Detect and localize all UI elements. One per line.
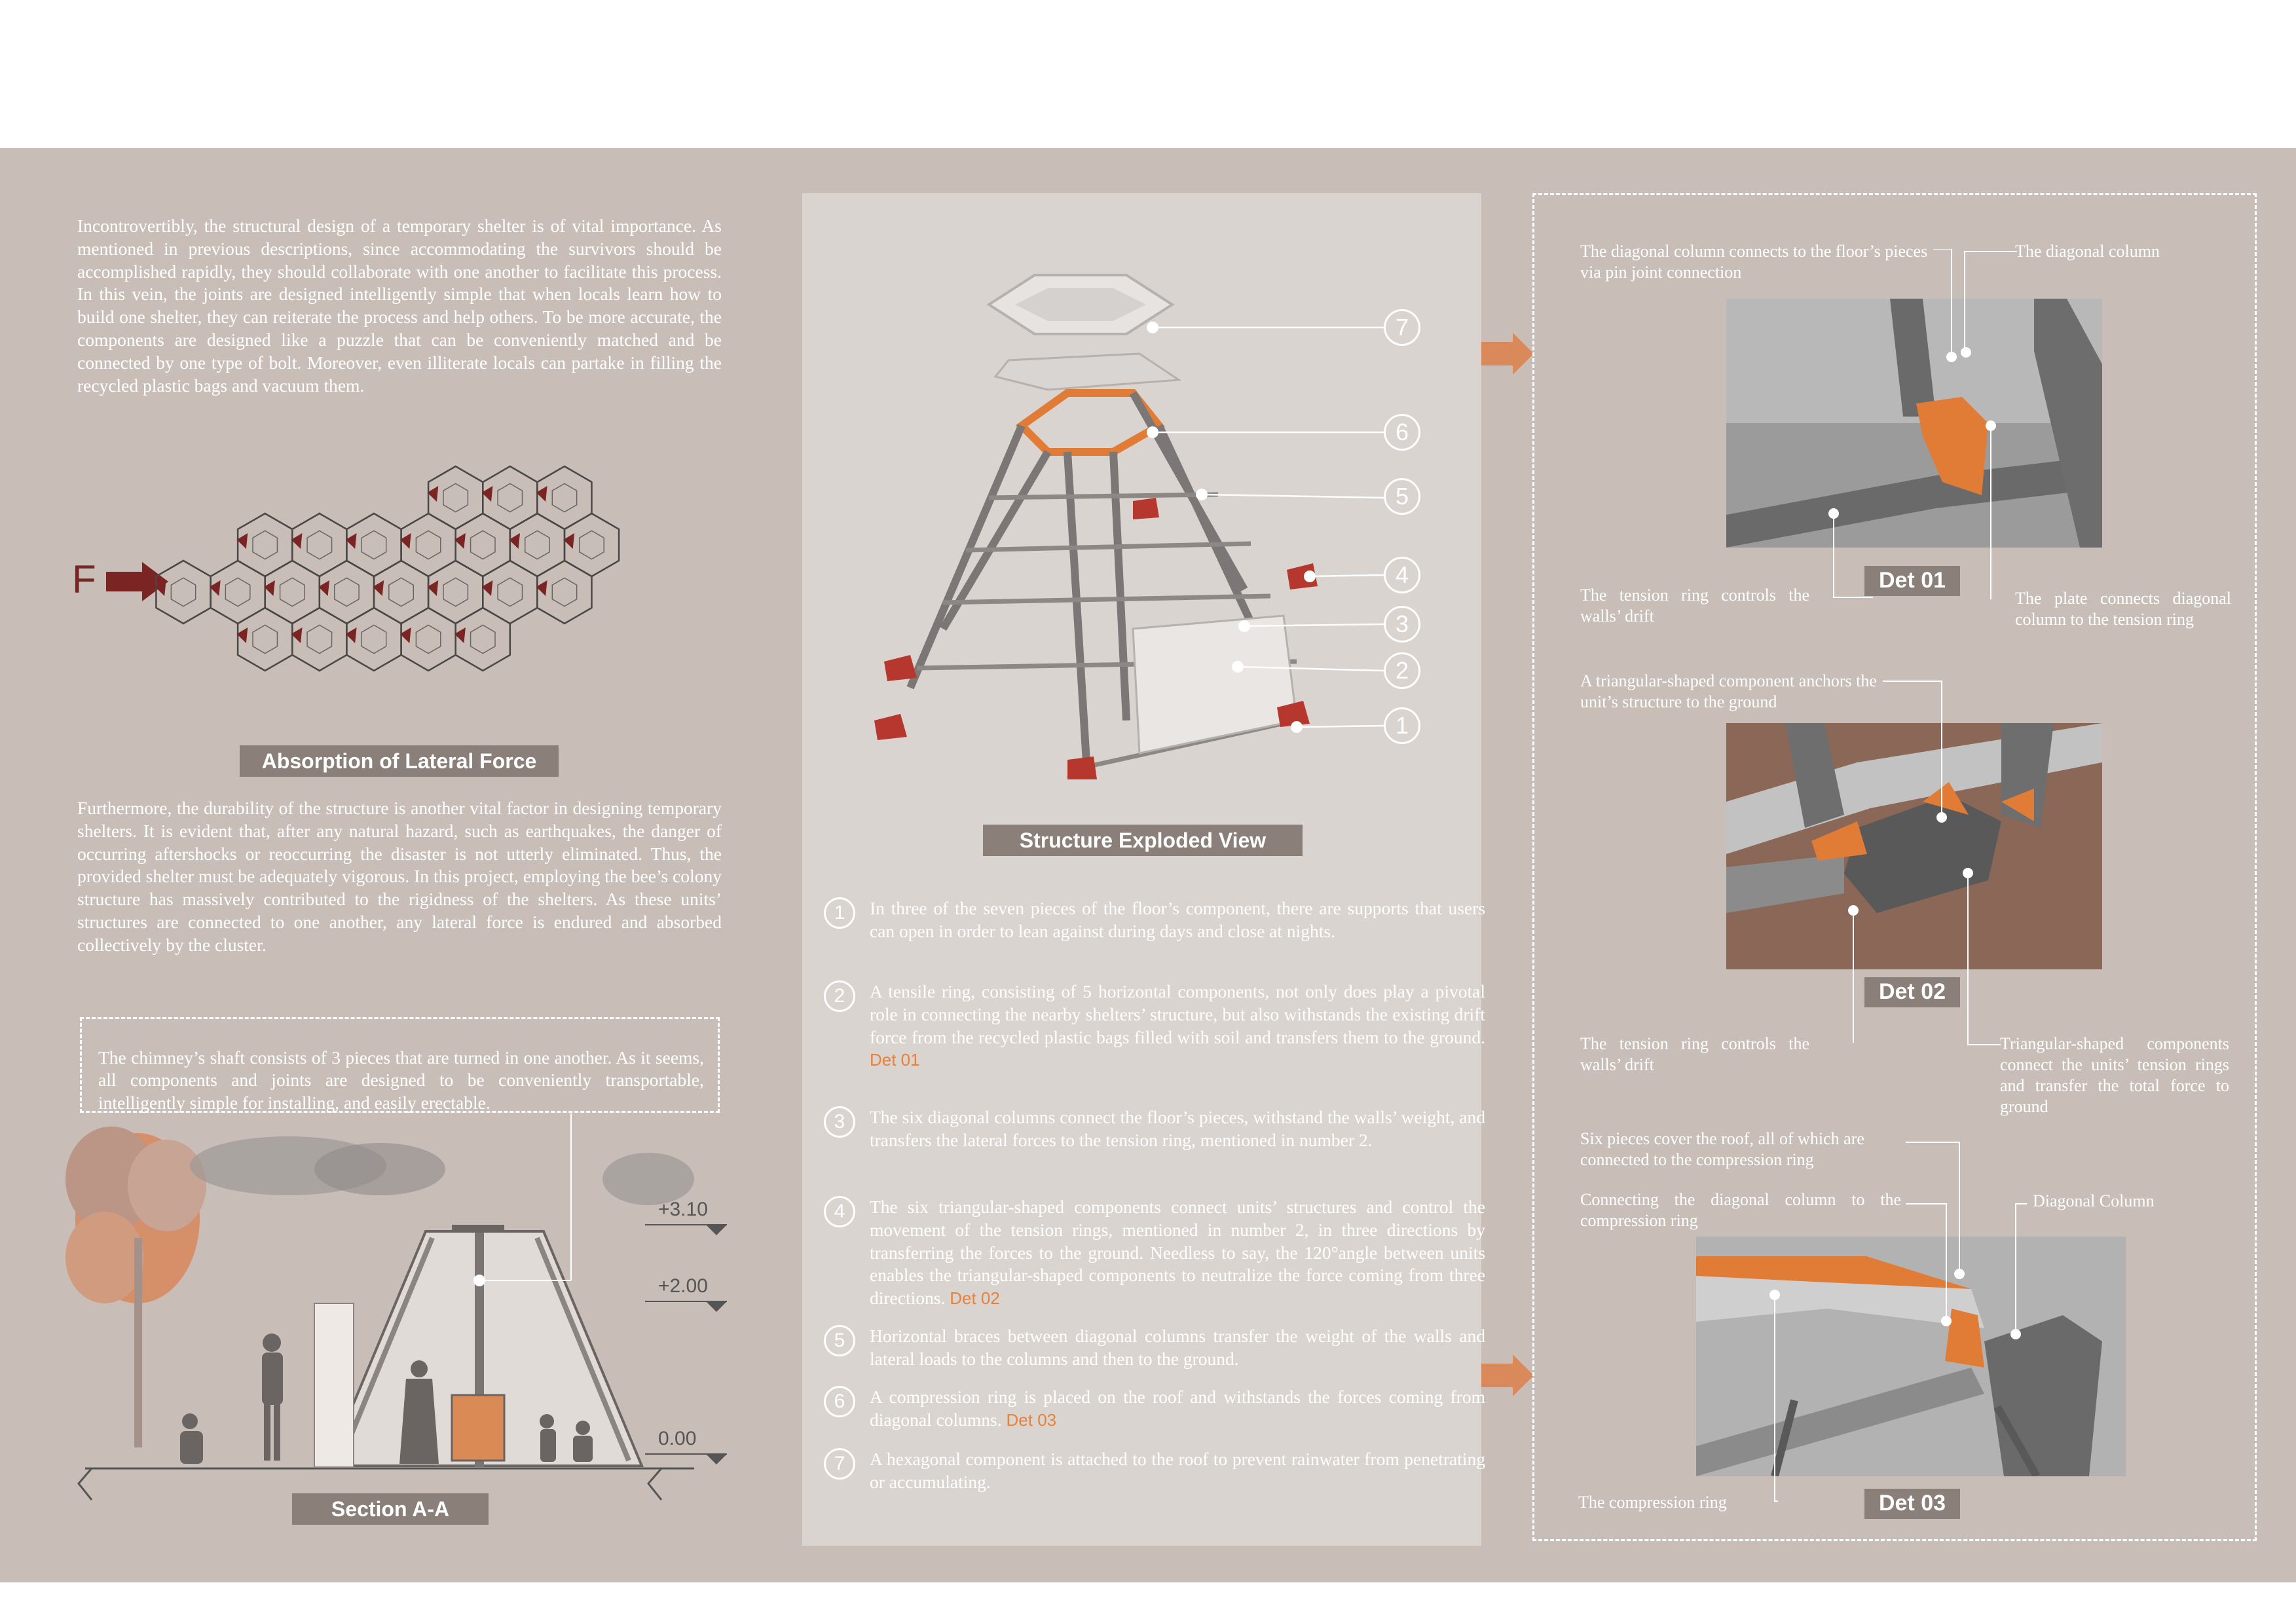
det02-triangular-note: Triangular-shaped components connect the units’ tension rings and transfer the total force to ground	[2000, 1034, 2229, 1116]
hex-cell-inner	[253, 531, 277, 559]
det03-reference[interactable]: Det 03	[1006, 1409, 1057, 1430]
det02-leaders	[1532, 675, 2253, 1068]
det03-six-pieces-note: Six pieces cover the roof, all of which are connected to the compression ring	[1580, 1129, 1864, 1169]
legend-text: A compression ring is placed on the roof and withstands the forces coming from diagonal columns. Det 03	[870, 1387, 1485, 1430]
arrow-right-icon	[1481, 333, 1534, 375]
callout-1: 1	[1384, 707, 1420, 744]
det01-pin-joint-note: The diagonal column connects to the floor’s pieces via pin joint connection	[1580, 242, 1928, 282]
chimney-note: The chimney’s shaft consists of 3 pieces that are turned in one another. As it seems, all components and joints are designed to be conveniently transportable, intelligently simple for installing, and easily erectable.	[98, 1047, 704, 1113]
hex-cell-inner	[498, 578, 522, 606]
exploded-view	[851, 262, 1441, 806]
det02-label: Det 02	[1864, 977, 1960, 1007]
legend-number: 7	[824, 1448, 855, 1480]
lateral-force-caption: Absorption of Lateral Force	[240, 745, 559, 777]
hex-cell-inner	[580, 531, 604, 559]
legend-number: 3	[824, 1106, 855, 1138]
level-200: +2.00	[658, 1275, 708, 1297]
hex-cell-inner	[498, 483, 522, 512]
hex-cell-inner	[416, 531, 440, 559]
hex-cell-inner	[552, 578, 576, 606]
callout-6: 6	[1384, 414, 1420, 451]
det03-compression-ring-note: The compression ring	[1578, 1493, 1727, 1512]
level-000: 0.00	[658, 1428, 697, 1449]
hex-cell-inner	[280, 578, 305, 606]
hex-cell-inner	[171, 578, 195, 606]
section-drawing	[39, 1107, 733, 1539]
honeycomb-structure	[131, 432, 720, 734]
det02-tension-ring-note: The tension ring controls the walls’ drift	[1580, 1034, 1809, 1074]
callout-3: 3	[1384, 606, 1420, 643]
legend-text: Horizontal braces between diagonal columns transfer the weight of the walls and lateral loads to the columns and then to the ground.	[870, 1326, 1485, 1369]
det01-label: Det 01	[1864, 566, 1960, 596]
hex-cell-inner	[471, 625, 495, 653]
legend-number: 2	[824, 980, 855, 1012]
legend-text: The six diagonal columns connect the floor’s pieces, withstand the walls’ weight, and transfers the lateral forces to the tension ring, mentioned in number 2.	[870, 1107, 1485, 1150]
legend-number: 1	[824, 897, 855, 929]
level-310: +3.10	[658, 1199, 708, 1220]
det03-label: Det 03	[1864, 1489, 1960, 1519]
det03-leaders	[1532, 1140, 2253, 1533]
durability-paragraph: Furthermore, the durability of the structure is another vital factor in designing temporary shelters. It is evident that, after any natural hazard, such as earthquakes, the danger of occurring aftershocks or reoccurring the disaster is not utterly eliminated. Thus, the provided shelter must be adequately vigorous. In this project, employing the bee’s colony structure has massively contributed to the rigidness of the shelters. As these units’ structures are connected to one another, any lateral force is endured and absorbed collectively by the cluster.	[77, 798, 722, 955]
hex-cell-inner	[361, 625, 386, 653]
det01-reference[interactable]: Det 01	[870, 1050, 920, 1070]
hex-cell-inner	[253, 625, 277, 653]
det02-reference[interactable]: Det 02	[950, 1288, 1000, 1309]
force-label: F	[72, 557, 96, 601]
det03-connecting-note: Connecting the diagonal column to the compression ring	[1580, 1190, 1901, 1230]
callout-5: 5	[1384, 478, 1420, 515]
det01-leaders	[1532, 249, 2253, 642]
section-caption: Section A-A	[292, 1493, 489, 1525]
hex-cell-inner	[525, 531, 549, 559]
det01-plate-note: The plate connects diagonal column to the tension ring	[2015, 589, 2231, 629]
legend-text: A tensile ring, consisting of 5 horizontal components, not only does play a pivotal role in connecting the nearby shelters’ structure, but also withstands the existing drift force from the recycled plastic bags filled with soil and transfers them to the ground. Det 01	[870, 981, 1485, 1070]
hex-cell-inner	[335, 578, 359, 606]
exploded-caption: Structure Exploded View	[983, 825, 1303, 856]
hex-cell-inner	[416, 625, 440, 653]
det03-diagonal-column-note: Diagonal Column	[2033, 1191, 2155, 1210]
legend-text: A hexagonal component is attached to the roof to prevent rainwater from penetrating or accumulating.	[870, 1449, 1485, 1492]
arrow-right-icon	[1481, 1354, 1534, 1396]
hex-cell-inner	[361, 531, 386, 559]
hex-cell-inner	[443, 578, 468, 606]
det01-diagonal-column-note: The diagonal column	[2015, 242, 2160, 261]
lateral-force-diagram	[65, 432, 720, 734]
exploded-svg	[851, 262, 1441, 806]
section-svg	[39, 1107, 733, 1539]
hex-cell-inner	[307, 531, 332, 559]
hex-cell-inner	[225, 578, 250, 606]
callout-7: 7	[1384, 309, 1420, 346]
hex-cell-inner	[389, 578, 414, 606]
hex-cell-inner	[471, 531, 495, 559]
hex-cell-inner	[307, 625, 332, 653]
legend-number: 5	[824, 1325, 855, 1356]
hex-cell-inner	[443, 483, 468, 512]
callout-2: 2	[1384, 652, 1420, 689]
det02-anchor-note: A triangular-shaped component anchors the unit’s structure to the ground	[1580, 671, 1877, 711]
legend-number: 4	[824, 1196, 855, 1227]
legend-text: The six triangular-shaped components connect units’ structures and control the movement of the tension rings, mentioned in number 2, in three directions by transferring the forces to the ground. Needless to say, the 120°angle between units enables the triangular-shaped components to neutralize the force coming from three directions. Det 02	[870, 1197, 1485, 1309]
legend-text: In three of the seven pieces of the floor’s component, there are supports that users can open in order to lean against during days and close at nights.	[870, 898, 1485, 941]
callout-4: 4	[1384, 557, 1420, 593]
legend-number: 6	[824, 1386, 855, 1417]
intro-paragraph: Incontrovertibly, the structural design of a temporary shelter is of vital importance. As mentioned in previous descriptions, since accommodating the survivors should be accomplished rapidly, they should collaborate with one another to facilitate this process. In this vein, the joints are designed intelligently simple that when locals learn how to build one shelter, they can reiterate the process and help others. To be more accurate, the components are designed like a puzzle that can be conveniently matched and be connected by one type of bolt. Moreover, even illiterate locals can partake in filling the recycled plastic bags and vacuum them.	[77, 215, 722, 396]
det01-tension-ring-note: The tension ring controls the walls’ drift	[1580, 586, 1809, 625]
hex-cell-inner	[552, 483, 576, 512]
